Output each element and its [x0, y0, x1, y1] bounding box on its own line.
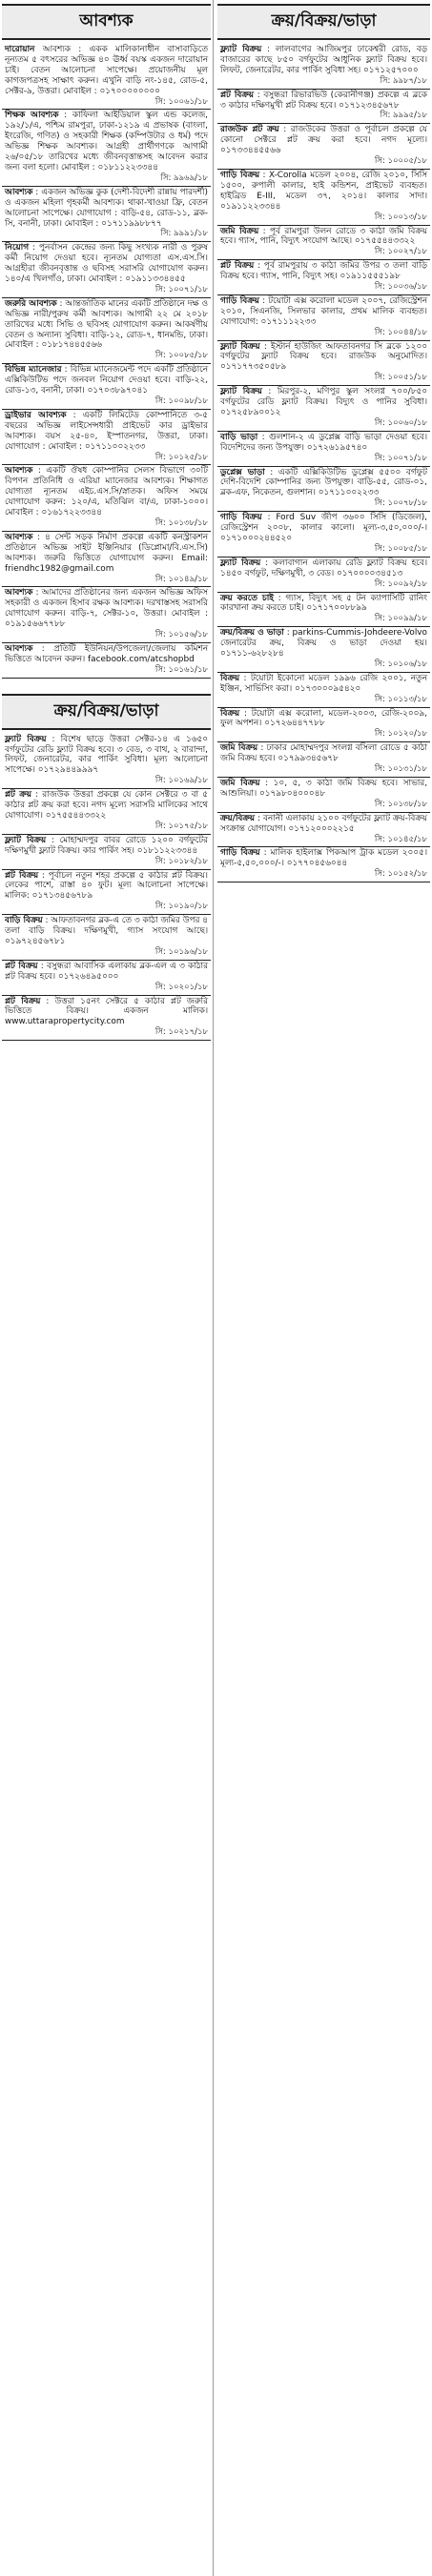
ad-lead: জরুরি আবশ্যক: [5, 298, 57, 309]
ad-body: : বনানী এলাকায় ২১০০ বর্গফুটের ফ্ল্যাট ক্রয়-বিক্রয় সংক্রান্ত যোগাযোগ। ০১৭১২০০০২২১৫: [220, 813, 427, 834]
classified-ad: [2, 110, 211, 186]
ad-code: সি: ১০১৭৫/১৮: [154, 821, 208, 831]
ad-lead: প্লট বিক্রয়: [5, 996, 41, 1006]
ad-code: সি: ১০১৯০/১৮: [154, 902, 208, 912]
ad-code: সি: ১০১১৩/১৮: [374, 694, 427, 704]
ad-code: সি: ১০২০১/১৮: [154, 982, 208, 992]
ad-body: : গ্যাস, বিদ্যুৎ সহ ৫ টন ক্যাপাসিটি রানিং কারখানা ক্রয় করতে চাই। ০১৭১৭০০৮৮৯৯: [220, 593, 427, 614]
classified-ad: [217, 295, 430, 341]
classified-ad: [2, 364, 211, 410]
ad-code: সি: ১০১৯৬/১৮: [154, 946, 208, 957]
ad-body: : মিরপুর-২, মণিপুর স্কুল সংলগ্ন ৭০০/৮৫০ বর্গফুটের রেডি ফ্ল্যাট বিক্রয়। বিদ্যুৎ ও পানির সুবিধা। ০১৭২৫৮৯০০১২: [220, 387, 428, 417]
classified-ad: [217, 90, 430, 125]
ad-body: : ৪ সেন্ট সড়ক নির্মাণ প্রকল্পে একটি কনস্ট্রাকশন প্রতিষ্ঠানে অভিজ্ঞ সাইট ইঞ্জিনিয়ার (ডিপ্লোমা/বি.এস.সি) আবশ্যক। জরুরি ভিত্তিতে যোগাযোগ করুন। Email: friendhc1982@gmail.com: [5, 532, 208, 574]
ad-body: : বসুন্ধরা রিভারভিউ (কেরানীগঞ্জ) প্রকল্পে এ ব্লকে ৩ কাঠার দক্ষিণমুখী প্লট বিক্রয় হবে। ০১৭১২৩৪৫৬৭৮: [220, 90, 427, 111]
ad-lead: রাজউক প্লট ক্রয়: [220, 125, 279, 135]
ad-code: সি: ১০০৯৯/১৮: [374, 614, 427, 624]
ad-code: সি: ১০১৪৫/১৮: [374, 834, 427, 844]
ad-lead: বাড়ি বিক্রয়: [5, 916, 43, 926]
classified-ad: [217, 341, 430, 387]
classified-ad: [2, 835, 211, 870]
ad-code: সি: ১০১৫৬/১৮: [154, 630, 208, 640]
classified-ad: [2, 789, 211, 835]
classified-ad: [217, 432, 430, 467]
section-heading-buy-sell-rent-right: ক্রয়/বিক্রয়/ভাড়া: [217, 4, 430, 40]
ad-lead: আবশ্যক: [5, 187, 33, 197]
ad-lead: ফ্ল্যাট বিক্রয়: [5, 734, 47, 744]
column-divider: [213, 0, 214, 2576]
ad-body: : ঢাকার মোহাম্মদপুর সংলগ্ন বসিলা রোডে ৫ কাঠা জমি বিক্রয় হবে। ০১৭৯৯৩৪৫৬৭৮: [220, 743, 428, 764]
ad-lead: শিক্ষক আবশ্যক: [5, 111, 59, 121]
ad-body: : Ford Suv জীপ ৩৬০০ সিসি (ডিজেল), রেজিস্ট্রেশন ২০০৮, কালার কালো। মূল্য-৩,৫০,০০০/-। ০১৭১০০০২৪৪৫২০: [220, 513, 427, 543]
ad-body: : পূর্ব রামপুরা উলন রোডে ৩ কাঠা জমি বিক্রয় হবে। গ্যাস, পানি, বিদ্যুৎ সংযোগ আছে। ০১৭৫৫৪৪৩৩২২: [220, 226, 427, 247]
classified-ad: [2, 465, 211, 531]
ad-lead: বাড়ি ভাড়া: [220, 432, 258, 442]
ad-body: : রাজউকের উত্তরা ও পূর্বাচল প্রকল্পে যে কোনো সেক্টরে প্লট ক্রয় করা হবে। নগদ মূল্যে। ০১৭৩৩৪৪৫৫৬৬: [220, 125, 427, 156]
ad-body: : টয়োটা এক্স করোলা, মডেল-২০০৩, রেজি-২০০৯, ফুল অপশন। ০১৭২৬৪৪৭৭৮৮: [220, 708, 427, 729]
ad-code: সি: ১০০৮৫/১৮: [374, 543, 427, 554]
ad-lead: ফ্ল্যাট বিক্রয়: [220, 387, 262, 397]
ad-lead: ড্রাইভার আবশ্যক: [5, 410, 67, 420]
classified-ad: [2, 870, 211, 916]
ad-lead: ক্রয় করতে চাই: [220, 593, 274, 603]
ad-body: : রাজউক উত্তরা প্রকল্পে যে কোন সেক্টরে ৩ বা ৫ কাঠার প্লট ক্রয় করা হবে। নগদ মূল্যে সরাসরি মালিকের সাথে যোগাযোগ। ০১৭৫৫৪৪৩৩২২: [5, 790, 208, 821]
ad-body: আবশ্যক : একক মালিকানাধীন বাসাবাড়িতে নূন্যতম ৫ বৎসরের অভিজ্ঞ ৪০ ঊর্ধ্ব বয়স্ক একজন দারোয়ান চাই। বেতন আলোচনা সাপেক্ষে। প্রয়োজনীয় মূল কাগজপত্রসহ সাক্ষাৎ করুন। এখুনি বাড়ি নং-১৪৫, রোড-৫, সেক্টর-৯, উত্তরা। মোবাইল : ০১৭০০০০০০০০: [5, 45, 208, 96]
ad-body: : parkins-Cummis-Johdeere-Volvo জেনারেটর ক্রয়, বিক্রয় ও ভাড়া দেওয়া হয়। ০১৭১১-৬২৮২৮৪: [220, 628, 427, 659]
ad-lead: বিভিন্ন ম্যানেজার: [5, 365, 62, 375]
ad-lead: গাড়ি বিক্রয়: [220, 513, 262, 523]
ad-code: সি: ১০০২৭/১৮: [374, 247, 427, 257]
left-column: [2, 0, 211, 2576]
ad-lead: প্লট বিক্রয়: [5, 961, 38, 971]
classified-ad: [2, 961, 211, 996]
ad-body: : মোহাম্মদপুর বাবর রোডে ১২০০ বর্গফুটের দক্ষিণমুখী ফ্ল্যাট বিক্রয়। কার পার্কিং সহ। ০১৮১১২২৩৩৪৪: [5, 835, 209, 856]
ad-code: সি: ১০১৩৮/১৮: [154, 517, 208, 528]
ad-code: সি: ১০০৭১/১৮: [374, 453, 427, 463]
ad-body: : মালিক হাইলাক্স পিকআপ ট্রাক মডেল ২০০৫। মূল্য-৫,৫০,০০০/-। ০১৭৭০৪৫৬০৪৪: [220, 848, 427, 869]
classified-ad: [217, 778, 430, 813]
ad-lead: আবশ্যক: [5, 588, 33, 598]
ad-body: : X-Corolla মডেল ২০০৪, রেজি ২০১০, সিসি ১৫০০, রুপালী কালার, হাই কন্ডিশন, প্রাইভেট ব্যবহৃত। হাইব্রিড E-III, মডেল ৩৭, ২০১৪। কালার সাদা। ০১৯১১২২৩৩৪৪: [220, 170, 427, 212]
classified-ad: [2, 587, 211, 643]
ad-body: : একজন অভিজ্ঞ কুক (দেশী-বিদেশী রান্নায় পারদর্শী) ও একজন মহিলা গৃহকর্মী আবশ্যক। থাকা-খাওয়া ফ্রি, বেতন আলোচনা সাপেক্ষে। যোগাযোগ : বাড়ি-৫৪, রোড-১১, ব্লক-সি, বনানী, ঢাকা। মোবাইল : ০১৭১১৯৯৮৮৭৭: [5, 187, 208, 229]
ad-code: সি: ১০০১৩/১৮: [374, 212, 427, 222]
ad-code: সি: ৯৯৯১/১৮: [160, 229, 208, 239]
ad-lead: প্লট বিক্রয়: [220, 261, 255, 272]
ad-body: : পুনর্বাসন কেন্দ্রের জন্য কিছু সংখ্যক নারী ও পুরুষ কর্মী নিয়োগ দেওয়া হবে। ন্যূনতম যোগ্যতা এস.এস.সি। আগ্রহীরা জীবনবৃত্তান্ত ও ছবিসহ সরাসরি যোগাযোগ করুন। ১৪০/এ খিলগাঁও, ঢাকা। মোবাইল : ০১৯১১৩৩৪৪৫৫: [5, 243, 208, 285]
buy-sell-ads-list-left: [2, 734, 211, 1041]
ad-lead: গাড়ি বিক্রয়: [220, 848, 260, 859]
classified-ad: [217, 847, 430, 882]
ad-lead: গাড়ি বিক্রয়: [220, 295, 259, 306]
classified-ad: [2, 734, 211, 790]
ad-lead: ক্রয়/বিক্রয় ও ভাড়া: [220, 628, 284, 639]
ad-body: : একটি ঔষধ কোম্পানির সেলস বিভাগে ৩০টি বিপণন প্রতিনিধি ও এরিয়া ম্যানেজার আবশ্যক। শিক্ষাগত যোগ্যতা ন্যূনতম এইচ.এস.সি/স্নাতক। অফিস সময়ে যোগাযোগ করুন: ১২০/এ, মতিঝিল বা/এ, ঢাকা-১০০০। মোবাইল : ০১৬১৭২২৩৩৪৪: [5, 466, 208, 518]
classified-ad: [217, 593, 430, 628]
ad-body: : আফতাবনগর ব্লক-এ তে ৩ কাঠা জমির উপর ৪ তলা বাড়ি বিক্রয়। দক্ষিণমুখী, গ্যাস সংযোগ আছে। ০১৯৭২৪৫৬৭৮১: [5, 916, 208, 946]
classified-ad: [2, 298, 211, 364]
classified-ad: [2, 44, 211, 110]
ad-code: সি: ১০১৬১/১৮: [154, 664, 208, 675]
ad-lead: গাড়ি বিক্রয়: [220, 170, 260, 180]
ad-body: : পূর্বাচল নতুন শহর প্রকল্পে ৫ কাঠার প্লট বিক্রয়। লেকের পাশে, রাস্তা ৪০ ফুট। মূল্য আলোচনা সাপেক্ষে। মালিক: ০১৭১৩৪৫৬৭৮৯: [5, 870, 208, 902]
ad-body: : প্রতিটি ইউনিয়ন/উপজেলা/জেলায় কমিশন ভিত্তিতে আবেদন করুন। facebook.com/atcshopbd: [5, 643, 208, 664]
classified-ad: [217, 124, 430, 170]
ad-lead: প্লট বিক্রয়: [220, 90, 254, 100]
classified-ad: [2, 242, 211, 298]
classified-ad: [217, 742, 430, 778]
classified-ad: [2, 187, 211, 243]
ad-lead: জমি বিক্রয়: [220, 743, 258, 754]
ad-lead: ফ্ল্যাট বিক্রয়: [5, 835, 47, 845]
classified-ad: [217, 708, 430, 743]
ad-code: সি: ১০০৭১/১৮: [154, 284, 208, 294]
ad-body: : আমাদের প্রতিষ্ঠানের জন্য একজন অভিজ্ঞ অফিস সহকারী ও একজন হিসাব রক্ষক আবশ্যক। দরখাস্তসহ সরাসরি যোগাযোগ করুন। বাড়ি-৭, সেক্টর-১০, উত্তরা। মোবাইল : ০১৯১৫৬৬৭৭৮৮: [5, 588, 208, 630]
ad-code: সি: ১০০৩৬/১৮: [374, 282, 427, 293]
ad-code: সি: ১০০৬০/১৮: [374, 417, 427, 428]
ad-lead: প্লট বিক্রয়: [5, 870, 39, 881]
ad-lead: জমি বিক্রয়: [220, 226, 259, 236]
classified-ad: [2, 643, 211, 679]
ad-lead: ফ্ল্যাট বিক্রয়: [220, 45, 262, 54]
ad-lead: ক্রয়/বিক্রয়: [220, 813, 256, 823]
classified-ad: [217, 260, 430, 295]
ad-lead: প্লট ক্রয়: [5, 790, 31, 801]
classified-ad: [217, 673, 430, 708]
ad-code: সি: ৯৯৬৯/১৮: [160, 172, 208, 183]
ad-code: সি: ৯৯৯৫/১৮: [380, 111, 427, 121]
ad-body: : ইস্টার্ন হাউজিং আফতাবনগর সি ব্লকে ১২০০ বর্গফুটের ফ্ল্যাট বিক্রয় হবে। রাজউক অনুমোদিত। ০১৭১৭৭৩৫০৫৮৯: [220, 341, 427, 373]
ad-lead: ডুপ্লেক্স ভাড়া: [220, 467, 265, 477]
ad-body: : বিভিন্ন ম্যানেজমেন্ট পদে একটি প্রতিষ্ঠানে এক্সিকিউটিভ পদে জনবল নিয়োগ দেওয়া হবে। বাড়ি-২২, রোড-১৩, বনানী, ঢাকা। ০১৭০৩৮৯৭০৪১: [5, 365, 209, 396]
ad-code: সি: ১০০০৫/১৮: [374, 156, 427, 167]
ad-lead: ফ্ল্যাট বিক্রয়: [220, 558, 261, 568]
classified-ad: [217, 226, 430, 261]
ad-body: : টয়োটা ইকোনো মডেল ১৯৯৬ রেজি ২০০১, নতুন ইঞ্জিন, সার্ভিসিং করা। ০১৭৩০০০৯৫৪২০: [220, 673, 428, 694]
section-heading-wanted: আবশ্যক: [2, 4, 211, 40]
ad-code: সি: ১০১৩৮/১৮: [374, 799, 427, 809]
classified-ad: [217, 386, 430, 432]
ad-code: সি: ১০১২০/১৮: [374, 729, 427, 740]
ad-code: সি: ১০০৯২/১৮: [374, 578, 427, 589]
ad-code: সি: ১০২১৭/১৮: [154, 1027, 208, 1038]
classified-ad: [217, 44, 430, 90]
ad-lead: আবশ্যক: [5, 466, 33, 477]
ad-body: : গুলশান-২ এ ডুপ্লেক্স বাড়ি ভাড়া দেওয়া হবে। বিদেশিদের জন্য উপযুক্ত। ০১৭২৬১৯৫৭৪০: [220, 432, 428, 453]
ad-body: : একটি লিমিটেড কোম্পানিতে ৩-৫ বছরের অভিজ্ঞ লাইসেন্সধারী প্রাইভেট কার ড্রাইভার আবশ্যক। বয়স ২৫-৪০, ইস্পাতনগর, উত্তরা, ঢাকা। যোগাযোগ : মোবাইল : ০১৭১১০০২২৩৩: [5, 410, 208, 452]
ad-code: সি: ১০১৫২/১৮: [374, 869, 427, 880]
classified-ad: [217, 512, 430, 558]
buy-sell-ads-list-right: [217, 44, 430, 882]
ad-code: সি: ১০১০৬/১৮: [374, 659, 427, 669]
classified-ad: [217, 467, 430, 513]
classified-ad: [2, 915, 211, 961]
ad-code: সি: ৯৯৮৭/১৮: [380, 75, 427, 86]
classified-ad: [217, 558, 430, 593]
classified-ad: [217, 627, 430, 673]
ad-code: সি: ১০১৮২/১৮: [154, 856, 208, 866]
ad-lead: আবশ্যক: [5, 532, 33, 542]
classified-ad: [2, 410, 211, 466]
classified-ad: [217, 170, 430, 226]
ad-lead: নিয়োগ: [5, 243, 30, 254]
ad-lead: ফ্ল্যাট বিক্রয়: [220, 341, 260, 352]
classified-ad: [2, 996, 211, 1042]
ad-body: : উত্তরা ১৫নং সেক্টরে ৫ কাঠার প্লট জরুরি ভিত্তিতে বিক্রয়। একজন মালিক। www.uttarapropertycity.com: [5, 996, 208, 1027]
ad-body: : বসুন্ধরা আবাসিক এলাকায় ব্লক-এল এ ৩ কাঠার প্লট বিক্রয় হবে। ০১৭২৬৪৯৫০০০: [5, 961, 208, 982]
ad-code: সি: ১০১২৫/১৮: [154, 452, 208, 462]
ad-body: : কলাবাগান এলাকায় রেডি ফ্ল্যাট বিক্রয় হবে। ১৪৫০ বর্গফুট, দক্ষিণমুখী, ৩ বেড। ০১৭০০০০৩৪৫১৩: [220, 558, 427, 578]
ad-lead: আবশ্যক: [5, 643, 33, 654]
ad-code: সি: ১০০৭৮/১৮: [374, 498, 427, 509]
ad-code: সি: ১০১৪৯/১৮: [154, 574, 208, 584]
ad-lead: বিক্রয়: [220, 673, 240, 683]
ad-code: সি: ১০১৩১/১৮: [374, 764, 427, 775]
ad-body: : পূর্ব রামপুরায় ৩ কাঠা জমির উপর ৩ তলা বাড়ি বিক্রয় হবে। গ্যাস, পানি, বিদ্যুৎ সহ। ০১৯১১৫৫৫১৯৮: [220, 261, 427, 282]
ad-body: : বিশেষ ছাড়ে উত্তরা সেক্টর-১৪ এ ১৬৫০ বর্গফুটের রেডি ফ্ল্যাট বিক্রয় হবে। ৩ বেড, ৩ বাথ, ২ বারান্দা, লিফট, জেনারেটর, কার পার্কিং সুবিধা। মূল্য আলোচনা সাপেক্ষে। ০১৭২৯৪৪৯৯৯৭: [5, 734, 209, 776]
ad-body: : ১০, ৫, ৩ কাঠা জমি বিক্রয় হবে। সাভার, আশুলিয়া। ০১৭৯৮০৪০০০৪৮: [220, 779, 428, 799]
right-column: [217, 0, 430, 2576]
ad-lead: বিক্রয়: [220, 708, 240, 719]
ad-body: : কাফিলা আইডিয়াল স্কুল এন্ড কলেজ, ১৯২/১/এ, পশ্চিম রামপুরা, ঢাকা-১২১৯ এ প্রভাষক (বাংলা, ইংরেজি, গণিত) ও সহকারী শিক্ষক (কম্পিউটার ও ধর্ম) পদে অভিজ্ঞ শিক্ষক আবশ্যক। আগ্রহী প্রার্থীগণকে আগামী ২৬/০৫/১৮ তারিখের মধ্যে জীবনবৃত্তান্তসহ আবেদন করার জন্য বলা হলো। মোবাইল : ০১৮১১২২৩৩৪৪: [5, 111, 208, 172]
ad-code: সি: ১০০৯৮/১৮: [154, 396, 208, 406]
wanted-ads-list: [2, 44, 211, 679]
section-heading-buy-sell-rent-left: ক্রয়/বিক্রয়/ভাড়া: [2, 694, 211, 730]
ad-code: সি: ১০০৫১/১৮: [374, 373, 427, 383]
ad-code: সি: ১০০৬১/১৮: [154, 96, 208, 107]
ad-code: সি: ১০১৬৯/১৮: [154, 776, 208, 786]
ad-body: : লালবাগের আজিমপুর ঢাকেশ্বরী রোড, বড় বাজারের কাছে ৮৫০ বর্গফুটের আধুনিক ফ্ল্যাট বিক্রয় হবে। লিফট, জেনারেটর, কার পার্কিং সুবিধা সহ। ০১৭১২৫৭০০০: [220, 45, 427, 75]
classified-ad: [217, 813, 430, 848]
ad-body: : আন্তর্জাতিক মানের একটি প্রতিষ্ঠানে দক্ষ ও অভিজ্ঞ নারী/পুরুষ কর্মী আবশ্যক। আগামী ২২ মে ২০১৮ তারিখের মধ্যে সিভি ও ছবিসহ যোগাযোগ করুন। আকর্ষণীয় বেতন ও অন্যান্য সুবিধা। বাড়ি-১২, রোড-৭, ধানমন্ডি, ঢাকা। মোবাইল : ০১৮১৭৪৪৫৫৬৬: [5, 298, 208, 351]
ad-code: সি: ১০০৪৪/১৮: [374, 327, 427, 337]
classified-ad: [2, 532, 211, 588]
ad-body: : টয়োটা এক্স করোলা মডেল ২০০৭, রেজিস্ট্রেশন ২০১০, সিএনজি, সিলভার কালার, প্রথম মালিক ব্যবহৃত। যোগাযোগ: ০১৭১১১২২৩৩: [220, 295, 427, 327]
ad-lead: জমি বিক্রয়: [220, 779, 260, 788]
ad-code: সি: ১০০৮৫/১৮: [154, 351, 208, 361]
ad-body: : একটি এক্সিকিউটিভ ডুপ্লেক্স ৫৫০০ বর্গফুট দেশি-বিদেশি কোম্পানির জন্য উপযুক্ত। বাড়ি-৫৫, রোড-০১, ব্লক-এফ, নিকেতন, গুলশান। ০১৭১১০০২২৩৩: [220, 467, 427, 498]
ad-lead: দারোয়ান: [5, 45, 35, 54]
